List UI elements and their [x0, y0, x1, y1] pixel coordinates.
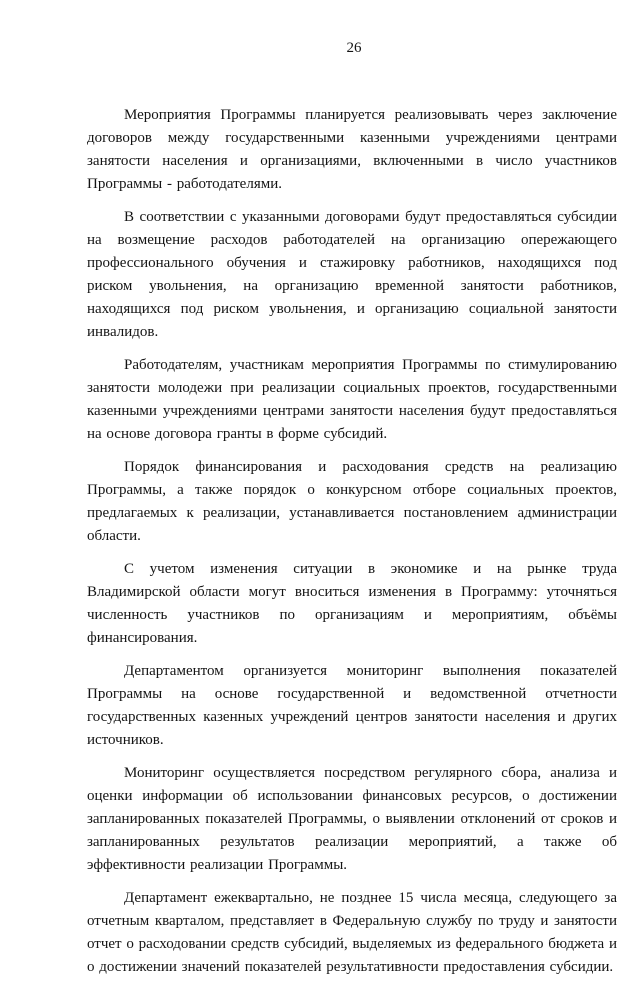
- paragraph-quarterly-report: Департамент ежеквартально, не позднее 15 числа месяца, следующего за отчетным кварталом, представляет в Федеральную службу по труду и занятости отчет о расходовании средств субсидий, выделяемых из федерального бюджета и о достижении значений показателей результативности предоставления субсидии.: [87, 890, 617, 975]
- paragraph-monitoring-organization: Департаментом организуется мониторинг выполнения показателей Программы на основе государственной и ведомственной отчетности государственных казенных учреждений центров занятости населения и других источников.: [87, 663, 617, 748]
- page-number: 26: [346, 40, 362, 56]
- paragraph-subsidies: В соответствии с указанными договорами будут предоставляться субсидии на возмещение расходов работодателей на организацию опережающего профессионального обучения и стажировку работников, находящихся под риском увольнения, на организацию временной занятости работников, находящихся под риском увольнения, и организацию социальной занятости инвалидов.: [87, 209, 617, 340]
- paragraph-monitoring-process: Мониторинг осуществляется посредством регулярного сбора, анализа и оценки информации об использовании финансовых ресурсов, о достижении запланированных показателей Программы, о выявлении отклонений от сроков и запланированных результатов реализации мероприятий, а также об эффективности реализации Программы.: [87, 765, 617, 873]
- paragraph-program-contracts: Мероприятия Программы планируется реализовывать через заключение договоров между государственными казенными учреждениями центрами занятости населения и организациями, включенными в число участников Программы - работодателями.: [87, 107, 617, 192]
- paragraph-financing-order: Порядок финансирования и расходования средств на реализацию Программы, а также порядок о конкурсном отборе социальных проектов, предлагаемых к реализации, устанавливается постановлением администрации области.: [87, 459, 617, 544]
- document-body: [87, 104, 617, 989]
- paragraph-program-changes: С учетом изменения ситуации в экономике и на рынке труда Владимирской области могут вноситься изменения в Программу: уточняться численность участников по организациям и мероприятиям, объёмы финансирования.: [87, 561, 617, 646]
- paragraph-youth-grants: Работодателям, участникам мероприятия Программы по стимулированию занятости молодежи при реализации социальных проектов, государственными казенными учреждениями центрами занятости населения будут предоставляться на основе договора гранты в форме субсидий.: [87, 357, 617, 442]
